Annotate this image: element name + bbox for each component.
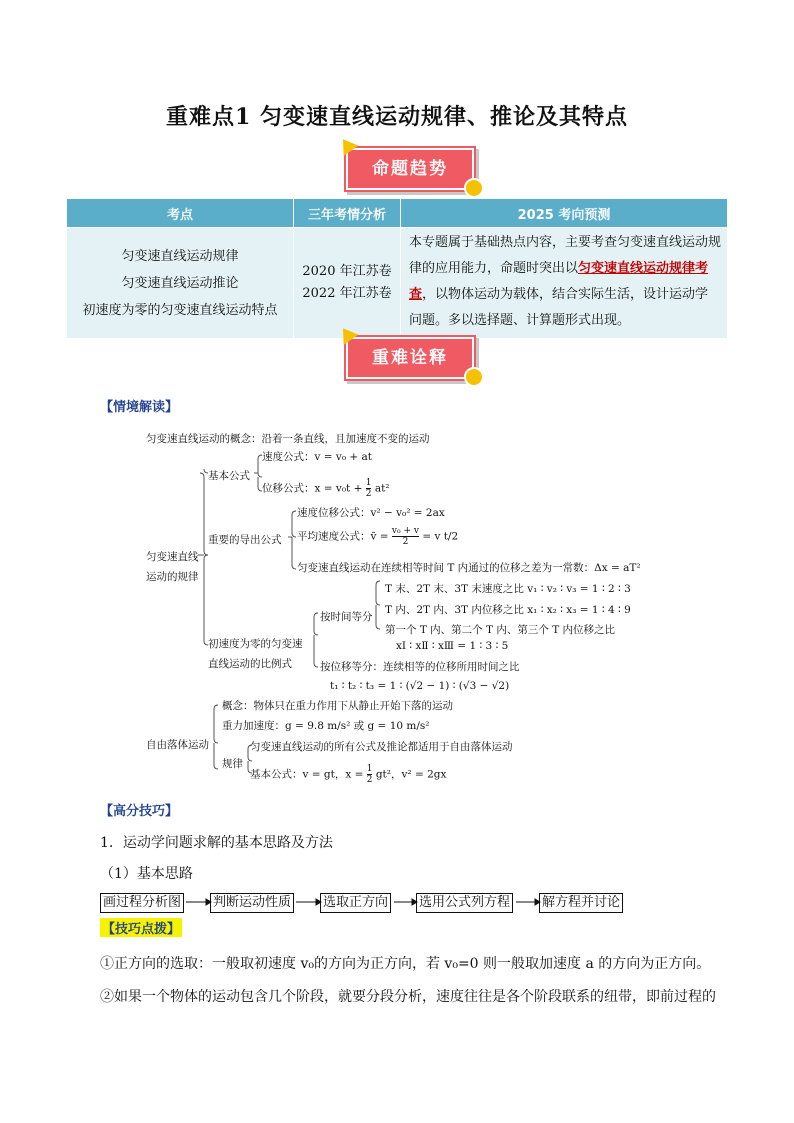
banner-explain-label: 重难诠释 [372,348,448,368]
tip-2: ②如果一个物体的运动包含几个阶段，就要分段分析，速度往往是各个阶段联系的纽带，即前过程的 [100,989,716,1005]
mm-ff-r2 [250,764,446,785]
yuce-highlight: 匀变速直线运动规律考查 [409,261,709,302]
kaoqing-1: 2020 年江苏卷 [302,264,392,279]
table-row [67,228,728,339]
mm-ff-g: 重力加速度：g = 9.8 m/s² 或 g = 10 m/s² [222,720,430,732]
mm-by-disp: 按位移等分：连续相等的位移所用时间之比 [320,661,520,673]
mm-x-frac-d: 2 [365,489,372,499]
yuce-text: 本专题属于基础热点内容，主要考查匀变速直线运动规律的应用能力，命题时突出以 [409,235,722,276]
tip-label: 【技巧点拨】 [100,918,182,937]
mm-ff-r2-post: gt²，v² = 2gx [375,768,447,781]
mm-basic: 基本公式 [208,470,250,482]
section-skills: 【高分技巧】 [100,804,179,819]
flag-icon [336,134,359,156]
page-title: 重难点1 匀变速直线运动规律、推论及其特点 [166,104,628,130]
mm-avg-frac-d: 2 [402,537,409,547]
mm-avg-frac-n: v₀ + v [391,526,419,536]
flow-step-1: 画过程分析图 [100,893,184,913]
mm-concept: 匀变速直线运动的概念：沿着一条直线，且加速度不变的运动 [146,433,430,445]
cell-yuce [401,228,728,339]
mm-ff-r1: 匀变速直线运动的所有公式及推论都适用于自由落体运动 [250,741,513,753]
mm-t2: T 内、2T 内、3T 内位移之比 x₁ ∶ x₂ ∶ x₃ = 1 ∶ 4 ∶ 9 [385,604,631,616]
kaoqing-2: 2022 年江苏卷 [302,286,392,301]
mm-ff-frac-n: 1 [366,764,373,774]
mm-t3: 第一个 T 内、第二个 T 内、第三个 T 内位移之比 [385,624,616,636]
mm-derived: 重要的导出公式 [208,534,282,546]
exam-table [66,198,728,339]
flow-arrows [100,893,640,913]
mm-x-pre: 位移公式：x = v₀t + [262,482,363,495]
mm-delta: 匀变速直线运动在连续相等时间 T 内通过的位移之差为一常数：Δx = aT² [297,562,641,574]
kaodian-1: 匀变速直线运动规律 [121,248,239,264]
mm-vx-formula: 速度位移公式：v² − v₀² = 2ax [297,507,445,519]
th-kaoqing: 三年考情分析 [294,199,401,228]
mm-t1: T 末、2T 末、3T 末速度之比 v₁ ∶ v₂ ∶ v₃ = 1 ∶ 2 ∶ 3 [385,583,631,595]
mm-avg-formula [297,526,458,547]
item-1: 1．运动学问题求解的基本思路及方法 [100,835,333,851]
banner-trend [346,148,474,190]
mm-root-rules: 匀变速直线 运动的规律 [146,551,199,583]
th-kaodian: 考点 [67,199,294,228]
dot-icon [464,178,484,198]
section-scenario: 【情境解读】 [100,400,179,415]
tip-1: ①正方向的选取：一般取初速度 v₀的方向为正方向，若 v₀=0 则一般取加速度 a 的方向为正方向。 [100,956,711,972]
mm-ff-frac-d: 2 [366,775,373,785]
banner-trend-label: 命题趋势 [372,159,448,179]
mm-ff-concept: 概念：物体只在重力作用下从静止开始下落的运动 [222,700,453,712]
flow-step-2: 判断运动性质 [210,893,294,913]
flow-step-4: 选用公式列方程 [416,893,513,913]
flow-step-5: 解方程并讨论 [539,893,623,913]
banner-explain [346,337,474,379]
mm-ratio-title: 初速度为零的匀变速 直线运动的比例式 [208,638,303,670]
mm-v-formula: 速度公式：v = v₀ + at [262,451,372,463]
item-1-1: （1）基本思路 [100,866,193,882]
th-yuce: 2025 考向预测 [401,199,728,228]
yuce-text-end: ，以物体运动为载体，结合实际生活，设计运动学问题。多以选择题、计算题形式出现。 [409,287,709,328]
cell-kaoqing [294,228,401,339]
mm-t3b: xⅠ ∶ xⅡ ∶ xⅢ = 1 ∶ 3 ∶ 5 [396,640,509,652]
kaodian-2: 匀变速直线运动推论 [121,275,239,291]
mm-d1: t₁ ∶ t₂ ∶ t₃ = 1 ∶ (√2 − 1) ∶ (√3 − √2) [330,680,510,692]
mm-avg-frac [392,526,419,547]
mm-x-formula [262,478,390,499]
table-header-row [67,199,728,228]
mm-x-frac-n: 1 [365,478,372,488]
mm-ff-r2-pre: 基本公式：v = gt，x = [250,768,364,781]
mm-x-post: at² [374,482,390,495]
dot-icon [464,367,484,387]
kaodian-3: 初速度为零的匀变速直线运动特点 [82,302,278,318]
mm-ff-frac [367,764,373,785]
mm-by-time: 按时间等分 [320,611,373,623]
mm-root-freefall: 自由落体运动 [146,739,209,751]
mm-x-frac [366,478,372,499]
mm-ff-rule: 规律 [222,758,243,770]
cell-kaodian [67,228,294,339]
mm-avg-pre: 平均速度公式：v̄ = [297,530,389,543]
flow-step-3: 选取正方向 [320,893,391,913]
mm-avg-post: = v t/2 [422,530,459,543]
